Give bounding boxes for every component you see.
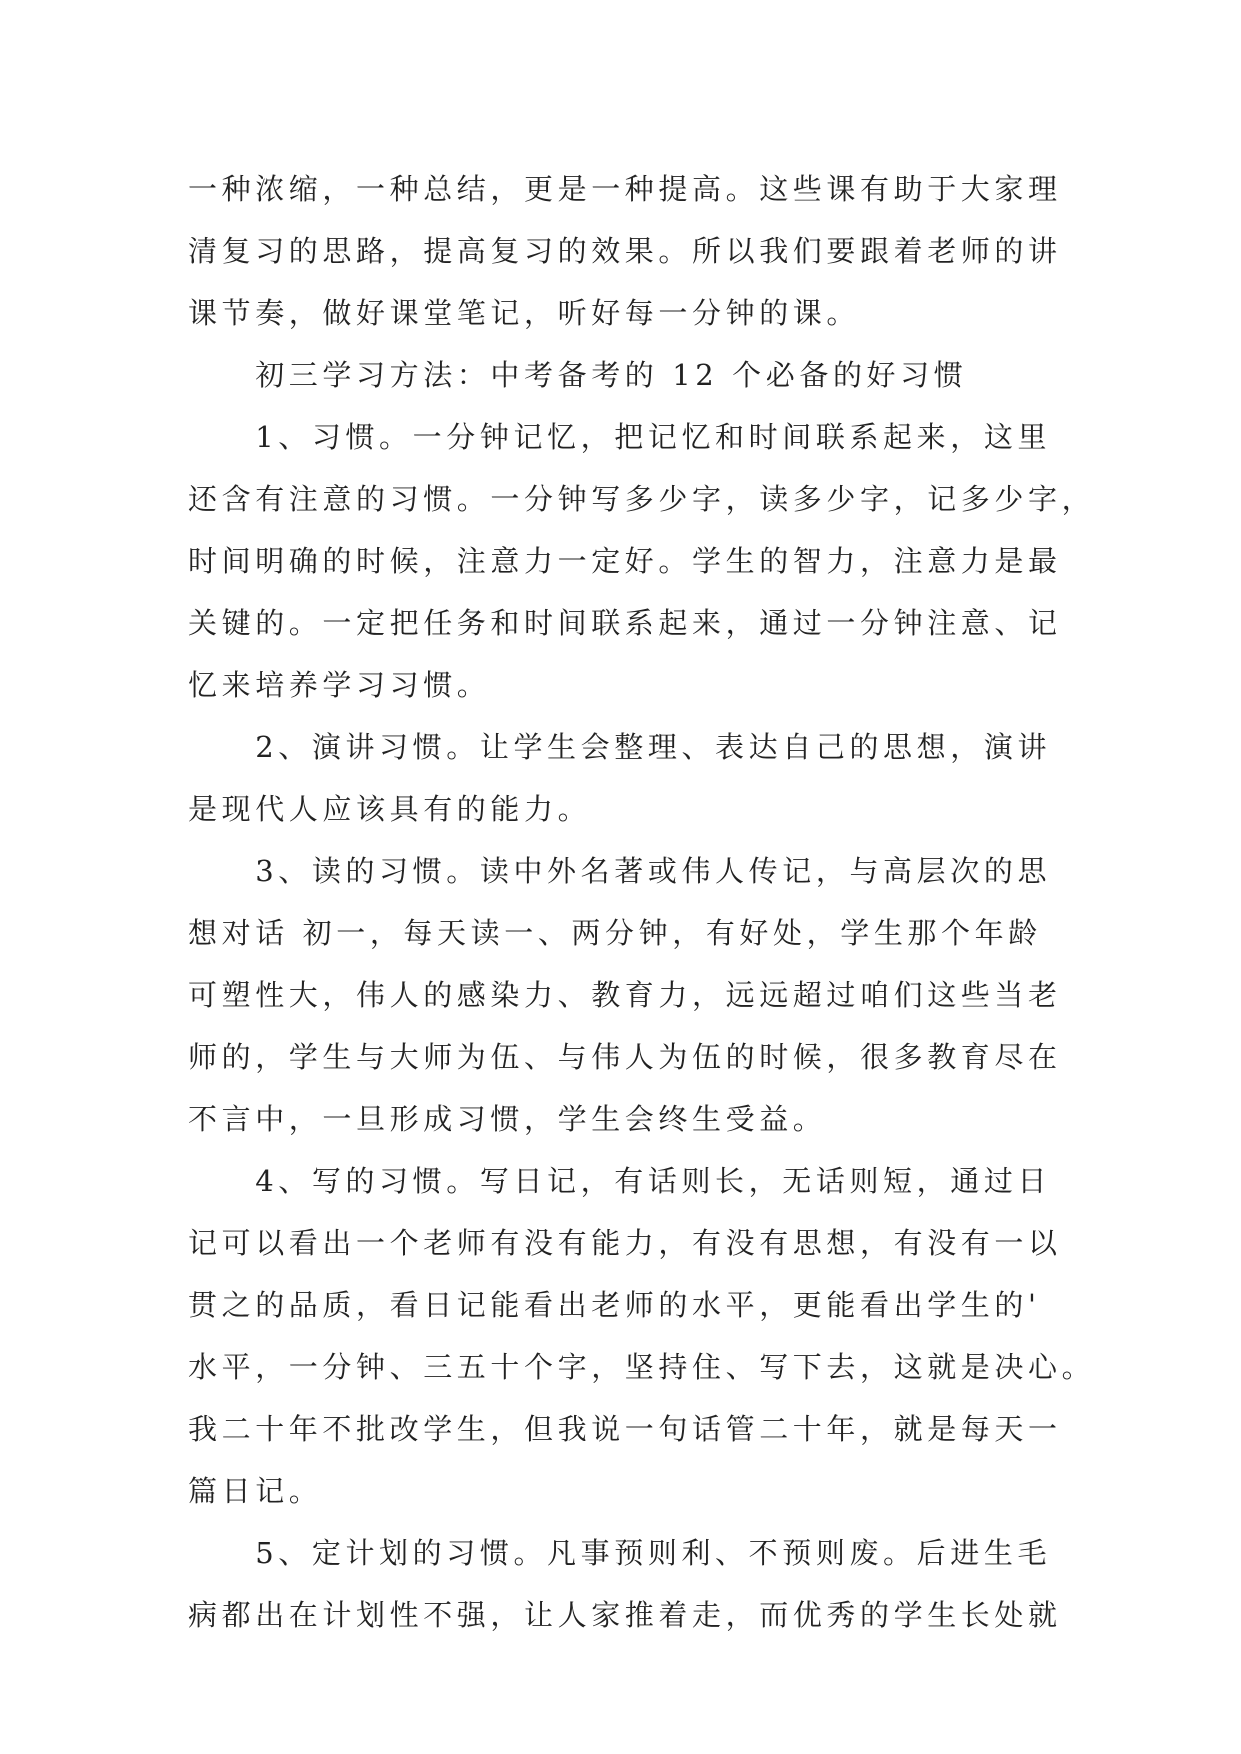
text-line: 可塑性大，伟人的感染力、教育力，远远超过咱们这些当老 [188,978,1062,1012]
text-line: 3、读的习惯。读中外名著或伟人传记，与高层次的思 [188,854,1052,888]
text-line: 我二十年不批改学生，但我说一句话管二十年，就是每天一 [188,1412,1062,1446]
text-line: 病都出在计划性不强，让人家推着走，而优秀的学生长处就 [188,1598,1062,1632]
text-line: 想对话 初一，每天读一、两分钟，有好处，学生那个年龄 [188,916,1042,950]
text-line: 贯之的品质，看日记能看出老师的水平，更能看出学生的' [188,1288,1041,1322]
text-line: 1、习惯。一分钟记忆，把记忆和时间联系起来，这里 [188,420,1052,454]
text-line: 5、定计划的习惯。凡事预则利、不预则废。后进生毛 [188,1536,1052,1570]
text-line: 清复习的思路，提高复习的效果。所以我们要跟着老师的讲 [188,234,1062,268]
document-body [188,158,1096,1646]
text-line: 忆来培养学习习惯。 [188,668,491,702]
text-line: 时间明确的时候，注意力一定好。学生的智力，注意力是最 [188,544,1062,578]
section-heading: 初三学习方法：中考备考的 12 个必备的好习惯 [188,358,968,392]
text-line: 一种浓缩，一种总结，更是一种提高。这些课有助于大家理 [188,172,1062,206]
text-line: 还含有注意的习惯。一分钟写多少字，读多少字，记多少字， [188,482,1096,516]
text-line: 关键的。一定把任务和时间联系起来，通过一分钟注意、记 [188,606,1062,640]
text-line: 篇日记。 [188,1474,323,1508]
text-line: 是现代人应该具有的能力。 [188,792,592,826]
text-line: 水平，一分钟、三五十个字，坚持住、写下去，这就是决心。 [188,1350,1096,1384]
text-line: 2、演讲习惯。让学生会整理、表达自己的思想，演讲 [188,730,1052,764]
text-line: 课节奏，做好课堂笔记，听好每一分钟的课。 [188,296,861,330]
text-line: 4、写的习惯。写日记，有话则长，无话则短，通过日 [188,1164,1052,1198]
text-line: 记可以看出一个老师有没有能力，有没有思想，有没有一以 [188,1226,1062,1260]
text-line: 不言中，一旦形成习惯，学生会终生受益。 [188,1102,827,1136]
text-line: 师的，学生与大师为伍、与伟人为伍的时候，很多教育尽在 [188,1040,1062,1074]
